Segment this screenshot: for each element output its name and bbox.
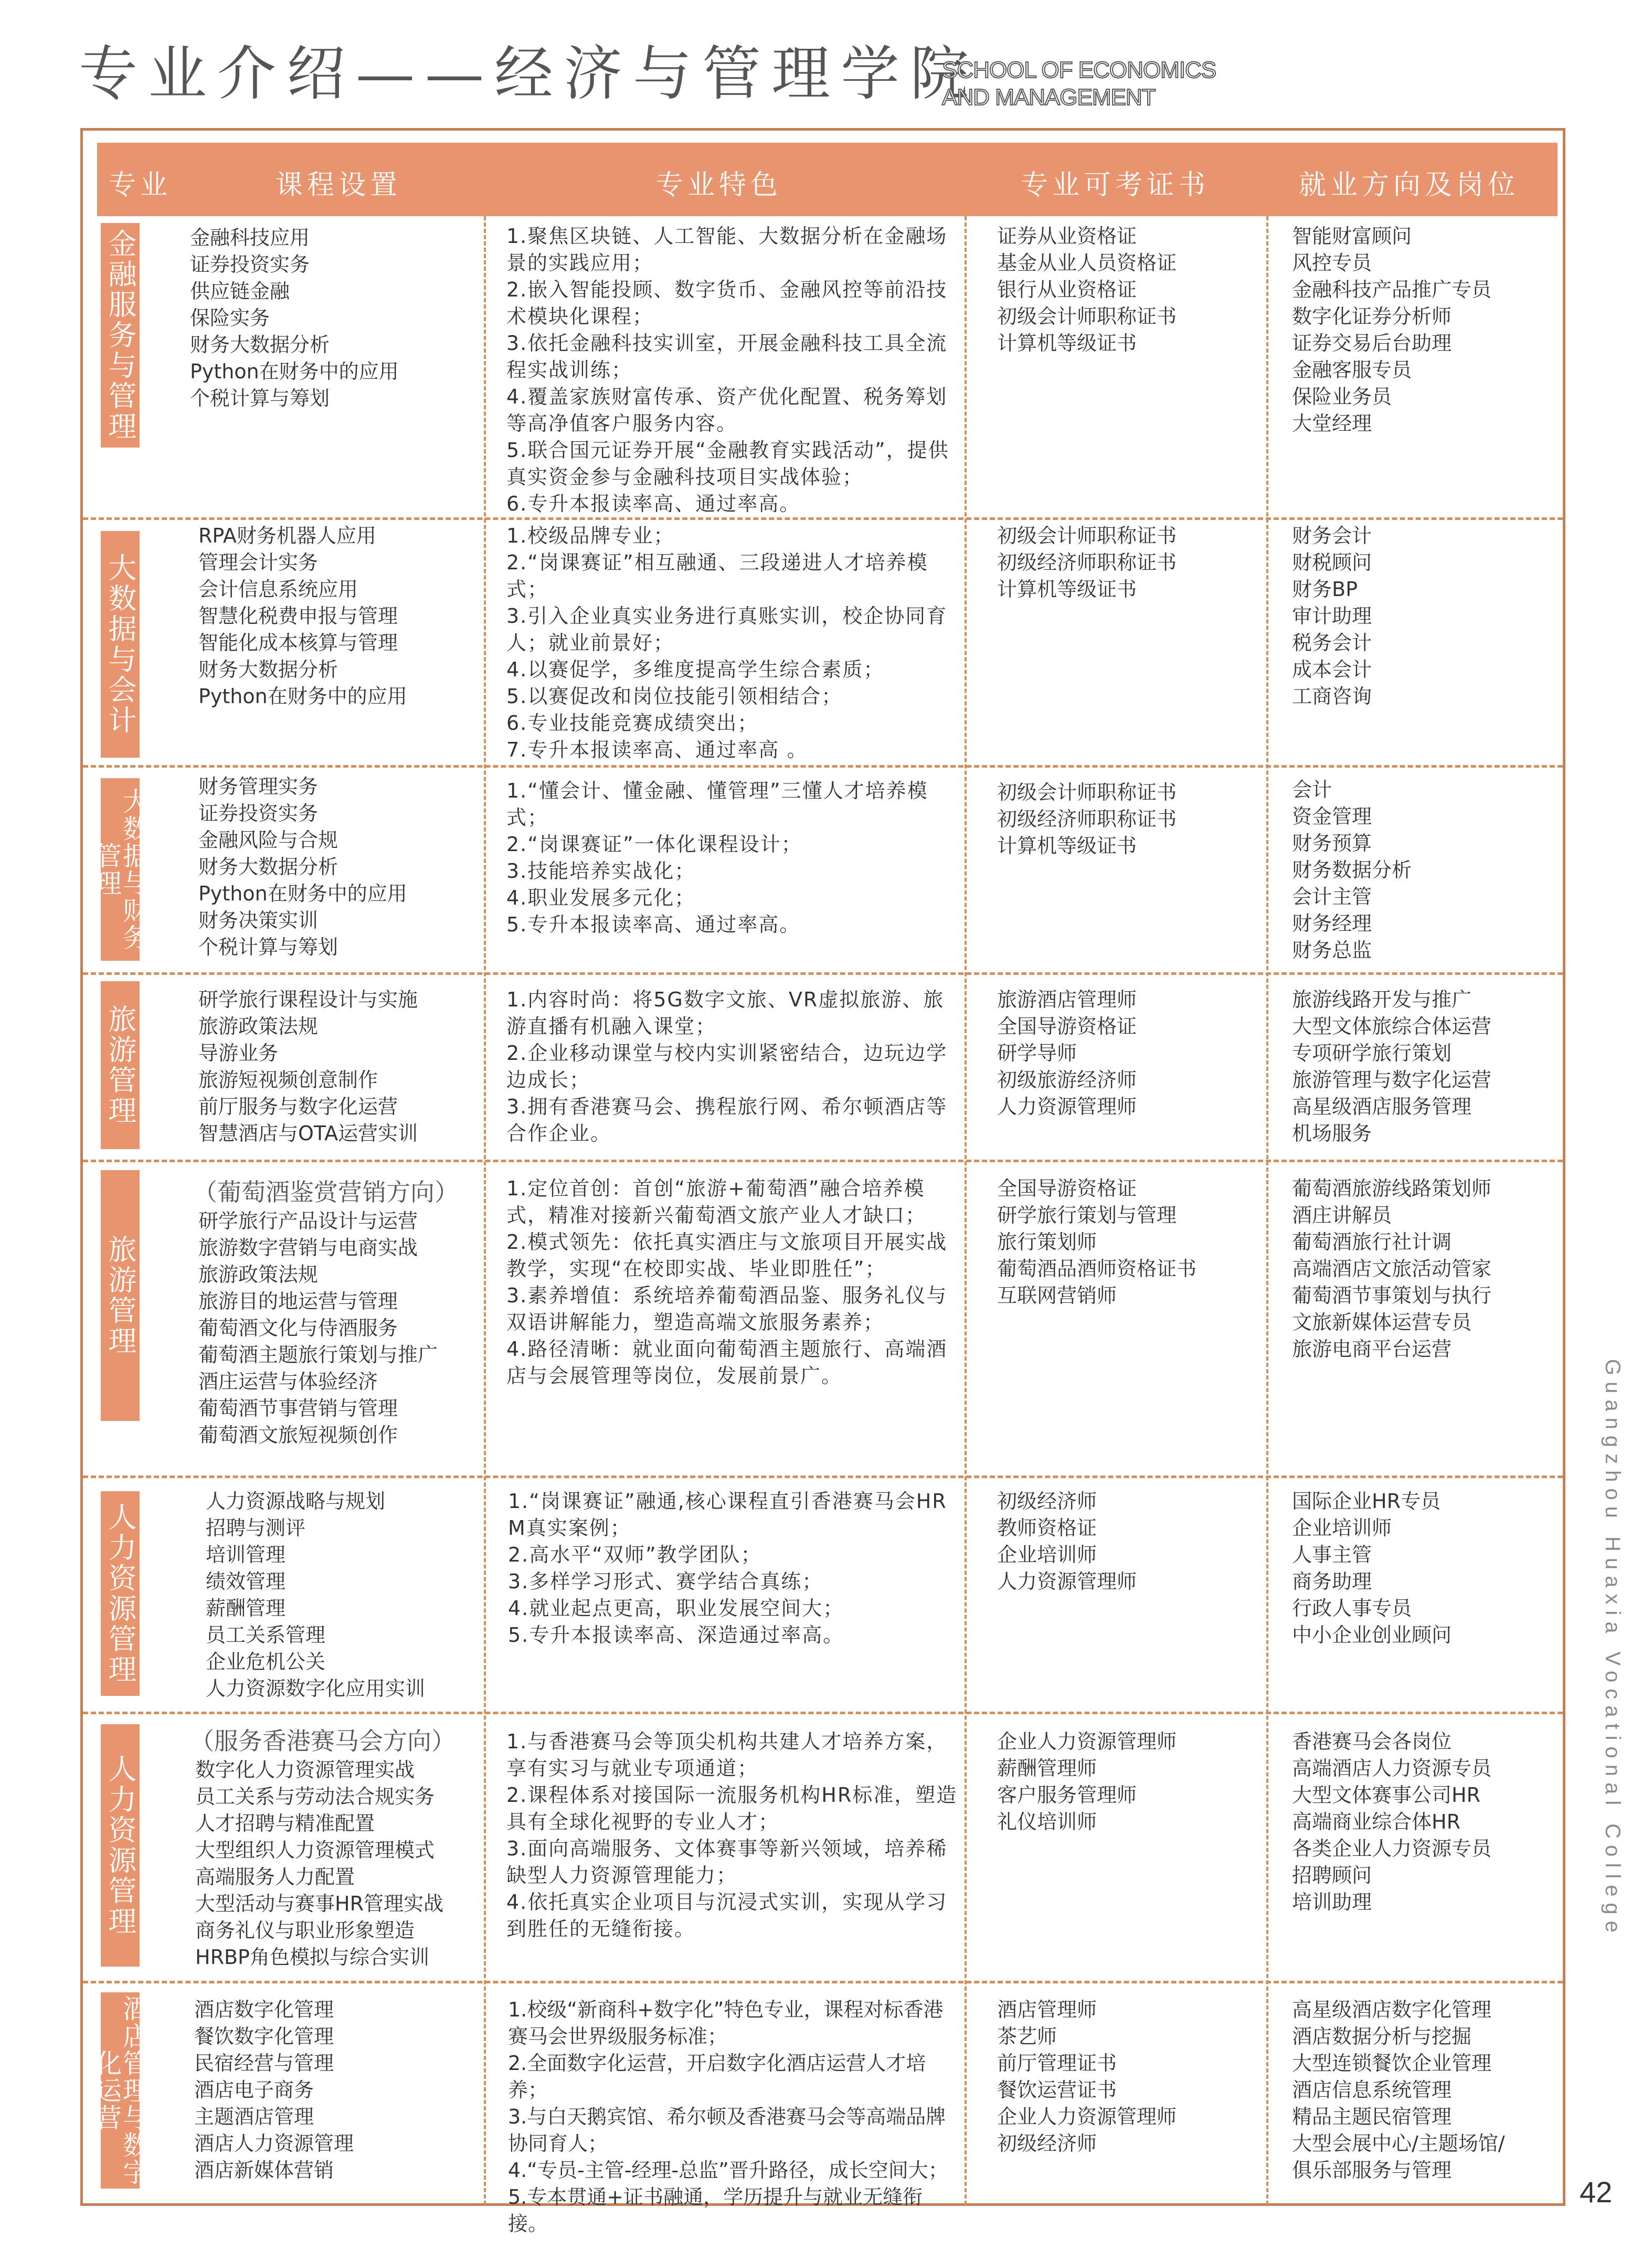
certificate-item: 初级会计师职称证书 bbox=[997, 524, 1177, 547]
certificate-item: 初级经济师职称证书 bbox=[997, 808, 1177, 831]
certificate-item: 餐饮运营证书 bbox=[997, 2078, 1117, 2101]
course-item: 前厅服务与数字化运营 bbox=[198, 1095, 398, 1118]
certificate-item: 前厅管理证书 bbox=[997, 2052, 1117, 2075]
career-item: 行政人事专员 bbox=[1292, 1597, 1412, 1620]
courses-list bbox=[194, 1997, 354, 2184]
feature-item: 1.“懂会计、懂金融、懂管理”三懂人才培养模式； bbox=[506, 779, 928, 829]
certificate-item: 计算机等级证书 bbox=[997, 578, 1137, 601]
course-item: 供应链金融 bbox=[190, 280, 290, 303]
course-item: 旅游数字营销与电商实战 bbox=[198, 1236, 418, 1259]
certificates-list bbox=[997, 1728, 1177, 1835]
certificate-item: 教师资格证 bbox=[997, 1516, 1097, 1540]
certificate-item: 企业人力资源管理师 bbox=[997, 2105, 1177, 2128]
course-item: 财务管理实务 bbox=[198, 775, 319, 798]
major-badge-hr bbox=[101, 1491, 140, 1696]
career-item: 数字化证券分析师 bbox=[1292, 305, 1452, 328]
header-certificates: 专业可考证书 bbox=[1021, 169, 1210, 201]
career-item: 大型连锁餐饮企业管理 bbox=[1292, 2052, 1492, 2075]
feature-item: 6.专升本报读率高、通过率高。 bbox=[506, 492, 801, 515]
feature-item: 5.专升本报读率高、深造通过率高。 bbox=[508, 1623, 844, 1647]
certificates-list bbox=[997, 523, 1177, 603]
courses-list bbox=[198, 773, 407, 961]
course-item: 财务大数据分析 bbox=[198, 658, 338, 681]
career-item: 俱乐部服务与管理 bbox=[1292, 2159, 1452, 2182]
feature-item: 1.校级品牌专业； bbox=[506, 524, 675, 547]
feature-item: 4.依托真实企业项目与沉浸式实训，实现从学习到胜任的无缝衔接。 bbox=[506, 1891, 948, 1940]
certificate-item: 初级经济师 bbox=[997, 2132, 1097, 2155]
career-item: 大型文体赛事公司HR bbox=[1292, 1784, 1480, 1807]
feature-item: 1.与香港赛马会等顶尖机构共建人才培养方案，享有实习与就业专项通道； bbox=[506, 1730, 948, 1780]
career-item: 智能财富顾问 bbox=[1292, 225, 1412, 248]
feature-item: 2.“岗课赛证”相互融通、三段递进人才培养模式； bbox=[506, 551, 928, 601]
feature-item: 3.依托金融科技实训室，开展金融科技工具全流程实战训练； bbox=[506, 332, 948, 381]
career-item: 招聘顾问 bbox=[1292, 1864, 1372, 1887]
college-name-vertical: Guangzhou Huaxia Vocational College bbox=[1601, 1359, 1624, 1939]
certificates-list bbox=[997, 1997, 1177, 2157]
course-item: 酒店电子商务 bbox=[194, 2078, 314, 2101]
career-item: 大堂经理 bbox=[1292, 412, 1372, 435]
career-item: 资金管理 bbox=[1292, 805, 1372, 828]
certificate-item: 薪酬管理师 bbox=[997, 1757, 1097, 1780]
divider-certs-careers bbox=[1266, 216, 1268, 2205]
feature-item: 4.以赛促学，多维度提高学生综合素质； bbox=[506, 658, 885, 681]
course-item: 葡萄酒文化与侍酒服务 bbox=[198, 1317, 398, 1340]
divider-features-certs bbox=[965, 216, 967, 2205]
header-major: 专业 bbox=[109, 169, 172, 201]
course-item: 个税计算与筹划 bbox=[198, 936, 338, 959]
features-list bbox=[506, 523, 958, 763]
page-title: 专业介绍——经济与管理学院 bbox=[79, 40, 979, 108]
major-name bbox=[93, 778, 147, 961]
feature-item: 5.以赛促改和岗位技能引领相结合； bbox=[506, 685, 843, 708]
course-item: 葡萄酒文旅短视频创作 bbox=[198, 1424, 398, 1447]
major-name: 人力资源管理 bbox=[104, 1502, 137, 1685]
course-item: 财务决策实训 bbox=[198, 909, 319, 932]
career-item: 大型会展中心/主题场馆/ bbox=[1292, 2132, 1505, 2155]
title-en-line-1: SCHOOL OF ECONOMICS bbox=[942, 57, 1216, 83]
careers-list bbox=[1292, 1997, 1505, 2184]
certificate-item: 礼仪培训师 bbox=[997, 1810, 1097, 1833]
certificate-item: 计算机等级证书 bbox=[997, 834, 1137, 857]
course-item: 旅游短视频创意制作 bbox=[198, 1068, 378, 1091]
course-item: 酒庄运营与体验经济 bbox=[198, 1370, 378, 1393]
courses-list bbox=[193, 1176, 459, 1449]
major-name: 旅游管理 bbox=[104, 1004, 137, 1126]
major-badge-tourism-wine bbox=[101, 1170, 140, 1421]
major-name-col-2: 数字化运营 bbox=[91, 2050, 149, 2186]
course-item: 个税计算与筹划 bbox=[190, 387, 330, 410]
course-item: 证券投资实务 bbox=[190, 253, 310, 276]
certificate-item: 旅游酒店管理师 bbox=[997, 988, 1137, 1011]
careers-list bbox=[1292, 1728, 1491, 1916]
feature-item: 2.嵌入智能投顾、数字货币、金融风控等前沿技术模块化课程； bbox=[506, 278, 948, 328]
career-item: 财务BP bbox=[1292, 578, 1358, 601]
features-list bbox=[506, 1728, 958, 1942]
course-item: 高端服务人力配置 bbox=[195, 1865, 355, 1888]
row-divider bbox=[83, 1160, 1563, 1162]
course-item: 财务大数据分析 bbox=[198, 855, 338, 878]
course-item: 民宿经营与管理 bbox=[194, 2052, 334, 2075]
career-item: 精品主题民宿管理 bbox=[1292, 2105, 1452, 2128]
major-badge-tourism bbox=[101, 981, 140, 1149]
certificates-list bbox=[997, 1175, 1196, 1309]
feature-item: 3.技能培养实战化； bbox=[506, 859, 696, 883]
course-item: 大型组织人力资源管理模式 bbox=[195, 1839, 435, 1862]
career-item: 财务总监 bbox=[1292, 939, 1372, 962]
header-features: 专业特色 bbox=[656, 169, 782, 201]
feature-item: 5.联合国元证券开展“金融教育实践活动”，提供真实资金参与金融科技项目实战体验； bbox=[506, 439, 949, 489]
course-item: 葡萄酒主题旅行策划与推广 bbox=[198, 1343, 438, 1366]
course-item: 企业危机公关 bbox=[206, 1650, 326, 1673]
feature-item: 3.面向高端服务、文体赛事等新兴领域，培养稀缺型人力资源管理能力； bbox=[506, 1837, 948, 1887]
course-item: 招聘与测评 bbox=[206, 1516, 306, 1540]
career-item: 财务会计 bbox=[1292, 524, 1372, 547]
features-list bbox=[506, 778, 958, 938]
career-item: 金融科技产品推广专员 bbox=[1292, 278, 1492, 301]
major-name-col-2: 财务管理 bbox=[91, 842, 149, 951]
major-name-col-1: 大数据与 bbox=[119, 788, 149, 897]
row-divider bbox=[83, 1712, 1563, 1714]
course-item: 管理会计实务 bbox=[198, 551, 319, 574]
course-item: 金融风险与合规 bbox=[198, 829, 338, 852]
certificate-item: 茶艺师 bbox=[997, 2025, 1057, 2048]
careers-list bbox=[1292, 523, 1372, 710]
career-item: 葡萄酒旅行社计调 bbox=[1292, 1230, 1452, 1254]
major-badge-hotel bbox=[91, 1992, 149, 2189]
certificates-list bbox=[997, 779, 1177, 859]
features-list bbox=[508, 1488, 959, 1649]
career-item: 酒店数据分析与挖掘 bbox=[1292, 2025, 1472, 2048]
career-item: 旅游管理与数字化运营 bbox=[1292, 1068, 1492, 1091]
career-item: 葡萄酒节事策划与执行 bbox=[1292, 1284, 1492, 1307]
feature-item: 3.与白天鹅宾馆、希尔顿及香港赛马会等高端品牌协同育人； bbox=[508, 2105, 946, 2155]
feature-item: 2.高水平“双师”教学团队； bbox=[508, 1543, 762, 1566]
career-item: 工商咨询 bbox=[1292, 685, 1372, 708]
header-courses: 课程设置 bbox=[276, 169, 402, 201]
major-badge-big-data-financial-management bbox=[91, 778, 149, 961]
major-name: 人力资源管理 bbox=[104, 1754, 137, 1937]
row-divider bbox=[83, 972, 1563, 975]
career-item: 旅游线路开发与推广 bbox=[1292, 988, 1472, 1011]
feature-item: 2.“岗课赛证”一体化课程设计； bbox=[506, 833, 802, 856]
course-item: 绩效管理 bbox=[206, 1570, 286, 1593]
course-item: 数字化人力资源管理实战 bbox=[195, 1758, 415, 1781]
career-item: 企业培训师 bbox=[1292, 1516, 1392, 1540]
career-item: 证券交易后台助理 bbox=[1292, 332, 1452, 355]
major-name: 大数据与会计 bbox=[104, 553, 137, 736]
feature-item: 1.校级“新商科+数字化”特色专业，课程对标香港赛马会世界级服务标准； bbox=[508, 1998, 944, 2048]
course-item: 财务大数据分析 bbox=[190, 333, 330, 356]
page-title-english bbox=[942, 57, 1216, 111]
courses-list bbox=[206, 1488, 425, 1702]
career-item: 中小企业创业顾问 bbox=[1292, 1623, 1452, 1647]
title-en-line-2: AND MANAGEMENT bbox=[942, 84, 1156, 110]
row-divider bbox=[83, 1476, 1563, 1478]
certificate-item: 人力资源管理师 bbox=[997, 1095, 1137, 1118]
courses-direction-note: （葡萄酒鉴赏营销方向） bbox=[193, 1178, 459, 1206]
career-item: 高星级酒店数字化管理 bbox=[1292, 1998, 1492, 2021]
course-item: 研学旅行课程设计与实施 bbox=[198, 988, 418, 1011]
course-item: 主题酒店管理 bbox=[194, 2105, 314, 2128]
certificates-list bbox=[997, 1488, 1137, 1595]
course-item: RPA财务机器人应用 bbox=[198, 524, 376, 547]
row-divider bbox=[83, 765, 1563, 768]
certificate-item: 人力资源管理师 bbox=[997, 1570, 1137, 1593]
career-item: 酒庄讲解员 bbox=[1292, 1204, 1392, 1227]
feature-item: 7.专升本报读率高、通过率高 。 bbox=[506, 738, 808, 761]
course-item: 餐饮数字化管理 bbox=[194, 2025, 334, 2048]
feature-item: 2.全面数字化运营，开启数字化酒店运营人才培养； bbox=[508, 2052, 926, 2101]
feature-item: 2.课程体系对接国际一流服务机构HR标准，塑造具有全球化视野的专业人才； bbox=[506, 1784, 958, 1833]
major-name-col-1: 酒店管理与 bbox=[119, 1995, 149, 2131]
certificate-item: 基金从业人员资格证 bbox=[997, 251, 1177, 274]
career-item: 文旅新媒体运营专员 bbox=[1292, 1311, 1472, 1334]
feature-item: 3.拥有香港赛马会、携程旅行网、希尔顿酒店等合作企业。 bbox=[506, 1095, 948, 1145]
career-item: 金融客服专员 bbox=[1292, 358, 1412, 381]
course-item: Python在财务中的应用 bbox=[190, 360, 399, 383]
course-item: 人力资源战略与规划 bbox=[206, 1490, 386, 1513]
certificate-item: 客户服务管理师 bbox=[997, 1784, 1137, 1807]
course-item: 酒店人力资源管理 bbox=[194, 2132, 354, 2155]
course-item: 人才招聘与精准配置 bbox=[195, 1812, 375, 1835]
certificate-item: 葡萄酒品酒师资格证书 bbox=[997, 1257, 1197, 1280]
career-item: 保险业务员 bbox=[1292, 385, 1392, 408]
career-item: 税务会计 bbox=[1292, 631, 1372, 654]
header-careers: 就业方向及岗位 bbox=[1299, 169, 1520, 201]
careers-list bbox=[1292, 223, 1491, 437]
course-item: 薪酬管理 bbox=[206, 1597, 286, 1620]
feature-item: 3.引入企业真实业务进行真账实训，校企协同育人；就业前景好； bbox=[506, 604, 948, 654]
row-divider bbox=[83, 1981, 1563, 1983]
career-item: 人事主管 bbox=[1292, 1543, 1372, 1566]
career-item: 国际企业HR专员 bbox=[1292, 1490, 1441, 1513]
features-list bbox=[506, 223, 958, 517]
certificate-item: 初级旅游经济师 bbox=[997, 1068, 1137, 1091]
courses-direction-note: （服务香港赛马会方向） bbox=[190, 1727, 456, 1755]
course-item: 人力资源数字化应用实训 bbox=[206, 1677, 426, 1700]
major-badge-big-data-accounting bbox=[101, 531, 140, 758]
course-item: 酒店新媒体营销 bbox=[194, 2159, 334, 2182]
row-divider bbox=[83, 517, 1563, 520]
major-name bbox=[93, 1992, 147, 2189]
careers-list bbox=[1292, 777, 1412, 964]
courses-list bbox=[190, 1725, 456, 1971]
career-item: 专项研学旅行策划 bbox=[1292, 1042, 1452, 1065]
career-item: 大型文体旅综合体运营 bbox=[1292, 1015, 1492, 1038]
feature-item: 4.路径清晰：就业面向葡萄酒主题旅行、高端酒店与会展管理等岗位，发展前景广。 bbox=[506, 1338, 948, 1387]
career-item: 会计主管 bbox=[1292, 885, 1372, 908]
career-item: 高星级酒店服务管理 bbox=[1292, 1095, 1472, 1118]
feature-item: 2.企业移动课堂与校内实训紧密结合，边玩边学边成长； bbox=[506, 1042, 948, 1091]
feature-item: 1.内容时尚：将5G数字文旅、VR虚拟旅游、旅游直播有机融入课堂； bbox=[506, 988, 945, 1038]
major-badge-finance bbox=[101, 223, 140, 448]
feature-item: 3.多样学习形式、赛学结合真练； bbox=[508, 1570, 823, 1593]
career-item: 高端商业综合体HR bbox=[1292, 1810, 1460, 1833]
feature-item: 1.定位首创：首创“旅游+葡萄酒”融合培养模式，精准对接新兴葡萄酒文旅产业人才缺口； bbox=[506, 1177, 927, 1227]
major-badge-hr-hkjc bbox=[101, 1724, 140, 1967]
course-item: 导游业务 bbox=[198, 1042, 279, 1065]
course-item: 旅游政策法规 bbox=[198, 1263, 319, 1286]
certificate-item: 企业培训师 bbox=[997, 1543, 1097, 1566]
feature-item: 4.“专员-主管-经理-总监”晋升路径，成长空间大； bbox=[508, 2159, 948, 2182]
career-item: 财税顾问 bbox=[1292, 551, 1372, 574]
career-item: 风控专员 bbox=[1292, 251, 1372, 274]
courses-list bbox=[198, 523, 407, 710]
course-item: 旅游目的地运营与管理 bbox=[198, 1290, 398, 1313]
courses-list bbox=[198, 986, 418, 1147]
careers-list bbox=[1292, 1488, 1452, 1649]
page-number: 42 bbox=[1580, 2175, 1613, 2209]
course-item: 智慧酒店与OTA运营实训 bbox=[198, 1122, 418, 1145]
career-item: 香港赛马会各岗位 bbox=[1292, 1730, 1452, 1753]
career-item: 成本会计 bbox=[1292, 658, 1372, 681]
feature-item: 5.专升本报读率高、通过率高。 bbox=[506, 913, 801, 936]
certificate-item: 初级经济师 bbox=[997, 1490, 1097, 1513]
career-item: 各类企业人力资源专员 bbox=[1292, 1837, 1492, 1860]
certificate-item: 旅行策划师 bbox=[997, 1230, 1097, 1254]
career-item: 酒店信息系统管理 bbox=[1292, 2078, 1452, 2101]
course-item: 员工关系管理 bbox=[206, 1623, 326, 1647]
career-item: 高端酒店文旅活动管家 bbox=[1292, 1257, 1492, 1280]
course-item: 研学旅行产品设计与运营 bbox=[198, 1209, 418, 1233]
certificate-item: 全国导游资格证 bbox=[997, 1177, 1137, 1200]
feature-item: 6.专业技能竞赛成绩突出； bbox=[506, 712, 759, 735]
career-item: 旅游电商平台运营 bbox=[1292, 1338, 1452, 1361]
course-item: 保险实务 bbox=[190, 306, 270, 330]
certificate-item: 互联网营销师 bbox=[997, 1284, 1117, 1307]
course-item: 培训管理 bbox=[206, 1543, 286, 1566]
divider-courses-features bbox=[484, 216, 486, 2205]
certificates-list bbox=[997, 223, 1177, 357]
career-item: 培训助理 bbox=[1292, 1891, 1372, 1914]
feature-item: 4.覆盖家族财富传承、资产优化配置、税务筹划等高净值客户服务内容。 bbox=[506, 385, 948, 435]
careers-list bbox=[1292, 986, 1491, 1147]
career-item: 会计 bbox=[1292, 778, 1332, 801]
course-item: 会计信息系统应用 bbox=[198, 578, 358, 601]
feature-item: 4.职业发展多元化； bbox=[506, 886, 696, 909]
career-item: 机场服务 bbox=[1292, 1122, 1372, 1145]
career-item: 高端酒店人力资源专员 bbox=[1292, 1757, 1492, 1780]
course-item: 葡萄酒节事营销与管理 bbox=[198, 1397, 398, 1420]
course-item: 证券投资实务 bbox=[198, 802, 319, 825]
course-item: 智慧化税费申报与管理 bbox=[198, 604, 398, 628]
course-item: 员工关系与劳动法合规实务 bbox=[195, 1785, 435, 1808]
course-item: 智能化成本核算与管理 bbox=[198, 631, 398, 654]
certificate-item: 计算机等级证书 bbox=[997, 332, 1137, 355]
major-name: 旅游管理 bbox=[104, 1235, 137, 1356]
feature-item: 1.聚焦区块链、人工智能、大数据分析在金融场景的实践应用； bbox=[506, 225, 948, 274]
feature-item: 3.素养增值：系统培养葡萄酒品鉴、服务礼仪与双语讲解能力，塑造高端文旅服务素养； bbox=[506, 1284, 948, 1334]
career-item: 商务助理 bbox=[1292, 1570, 1372, 1593]
features-list bbox=[506, 986, 958, 1147]
career-item: 财务预算 bbox=[1292, 832, 1372, 855]
course-item: Python在财务中的应用 bbox=[198, 685, 407, 708]
certificates-list bbox=[997, 986, 1137, 1120]
career-item: 审计助理 bbox=[1292, 604, 1372, 628]
certificate-item: 研学导师 bbox=[997, 1042, 1077, 1065]
certificate-item: 研学旅行策划与管理 bbox=[997, 1204, 1177, 1227]
certificate-item: 初级会计师职称证书 bbox=[997, 305, 1177, 328]
feature-item: 1.“岗课赛证”融通,核心课程直引香港赛马会HRM真实案例； bbox=[508, 1490, 947, 1540]
certificate-item: 证券从业资格证 bbox=[997, 225, 1137, 248]
course-item: 酒店数字化管理 bbox=[194, 1998, 334, 2021]
feature-item: 4.就业起点更高，职业发展空间大； bbox=[508, 1597, 844, 1620]
features-list bbox=[508, 1997, 959, 2237]
careers-list bbox=[1292, 1175, 1491, 1363]
course-item: 旅游政策法规 bbox=[198, 1015, 319, 1038]
certificate-item: 初级经济师职称证书 bbox=[997, 551, 1177, 574]
course-item: 金融科技应用 bbox=[190, 226, 310, 249]
career-item: 财务数据分析 bbox=[1292, 858, 1412, 882]
course-item: 商务礼仪与职业形象塑造 bbox=[195, 1919, 415, 1942]
certificate-item: 酒店管理师 bbox=[997, 1998, 1097, 2021]
features-list bbox=[506, 1175, 958, 1389]
certificate-item: 银行从业资格证 bbox=[997, 278, 1137, 301]
career-item: 财务经理 bbox=[1292, 912, 1372, 935]
certificate-item: 企业人力资源管理师 bbox=[997, 1730, 1177, 1753]
course-item: HRBP角色模拟与综合实训 bbox=[195, 1946, 429, 1969]
major-name: 金融服务与管理 bbox=[104, 229, 137, 442]
table-header bbox=[97, 143, 1558, 216]
certificate-item: 全国导游资格证 bbox=[997, 1015, 1137, 1038]
career-item: 葡萄酒旅游线路策划师 bbox=[1292, 1177, 1492, 1200]
course-item: 大型活动与赛事HR管理实战 bbox=[195, 1892, 443, 1915]
courses-list bbox=[190, 225, 399, 412]
certificate-item: 初级会计师职称证书 bbox=[997, 781, 1177, 804]
course-item: Python在财务中的应用 bbox=[198, 882, 407, 905]
feature-item: 2.模式领先：依托真实酒庄与文旅项目开展实战教学，实现“在校即实战、毕业即胜任”； bbox=[506, 1230, 948, 1280]
feature-item: 5.专本贯通+证书融通，学历提升与就业无缝衔接。 bbox=[508, 2185, 923, 2235]
